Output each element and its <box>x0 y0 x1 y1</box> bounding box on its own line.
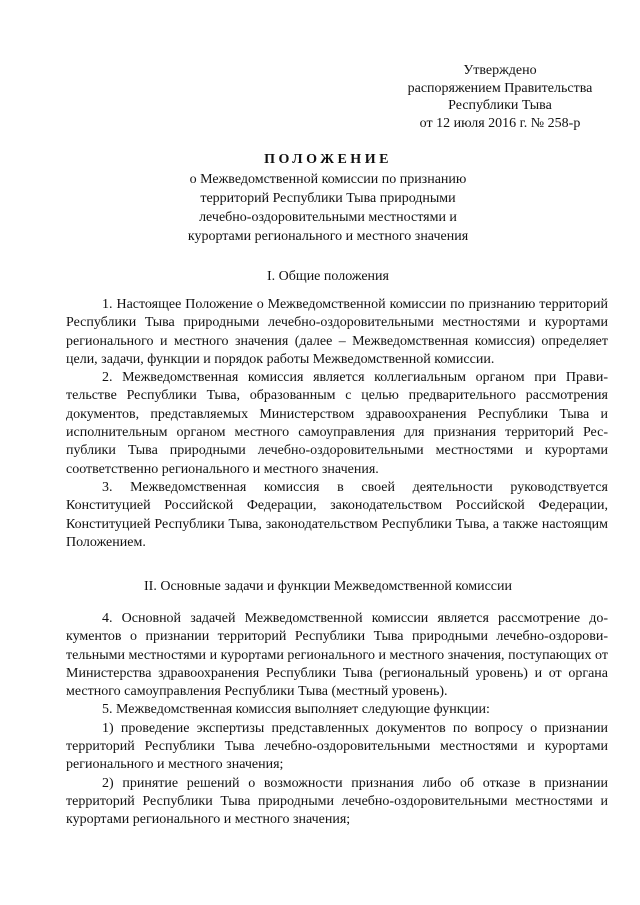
paragraph: 2. Межведомственная комиссия является коллегиальным органом при Правительстве Республики Тыва, образованным с целью предварительного рассмотрения документов, представляемых Министерством здравоохранения Республики Тыва и исполнительным органом местного самоуправления для признания территорий Республики Тыва природными лечебно-оздоровительными местностями и курортами соответственно регионального и местного значения. <box>66 370 608 477</box>
approval-line: Утверждено <box>463 63 537 78</box>
approval-line: Республики Тыва <box>448 98 552 113</box>
paragraph: 3. Межведомственная комиссия в своей деятельности руководствуется Конституцией Российской Федерации, законодательством Российской Федерации, Конституцией Республики Тыва, законодательством Республики Тыва, а также настоящим Положением. <box>66 479 608 550</box>
title-line: лечебно-оздоровительными местностями и <box>199 210 457 225</box>
title-word: ПОЛОЖЕНИЕ <box>264 152 392 167</box>
paragraph: 5. Межведомственная комиссия выполняет следующие функции: <box>102 702 490 718</box>
approval-stamp <box>400 62 600 132</box>
section-tasks-body <box>66 610 608 830</box>
title-line: курортами регионального и местного значения <box>187 229 469 244</box>
paragraph: 1) проведение экспертизы представленных документов по вопросу о признании территорий Республики Тыва лечебно-оздоровительными местностями и курортами регионального и местного значения; <box>66 720 608 773</box>
approval-line: распоряжением Правительства <box>407 80 593 96</box>
title-line: территорий Республики Тыва природными <box>200 191 456 206</box>
paragraph: 4. Основной задачей Межведомственной комиссии является рассмотрение документов о признании территорий Республики Тыва природными лечебно-оздоровительными местностями и курортами регионального и местного значения, поступающих от Министерства здравоохранения Республики Тыва (региональный уровень) и от органа местного самоуправления Республики Тыва (местный уровень). <box>66 611 608 700</box>
approval-date: от 12 июля 2016 г. № 258-р <box>419 115 581 131</box>
section-heading-tasks: II. Основные задачи и функции Межведомственной комиссии <box>144 579 512 594</box>
title-line: о Межведомственной комиссии по признанию <box>189 172 467 187</box>
section-general-body <box>66 296 608 552</box>
document-title <box>96 150 560 246</box>
paragraph: 1. Настоящее Положение о Межведомственной комиссии по признанию территорий Республики Тыва природными лечебно-оздоровительными местностями и курортами регионального и местного значения (далее – Межведомственная комиссия) определяет цели, задачи, функции и порядок работы Межведомственной комиссии. <box>66 297 608 367</box>
section-heading-general: I. Общие положения <box>267 269 389 284</box>
paragraph: 2) принятие решений о возможности признания либо об отказе в признании территорий Республики Тыва природными лечебно-оздоровительными местностями и курортами регионального и местного значения; <box>66 775 608 828</box>
